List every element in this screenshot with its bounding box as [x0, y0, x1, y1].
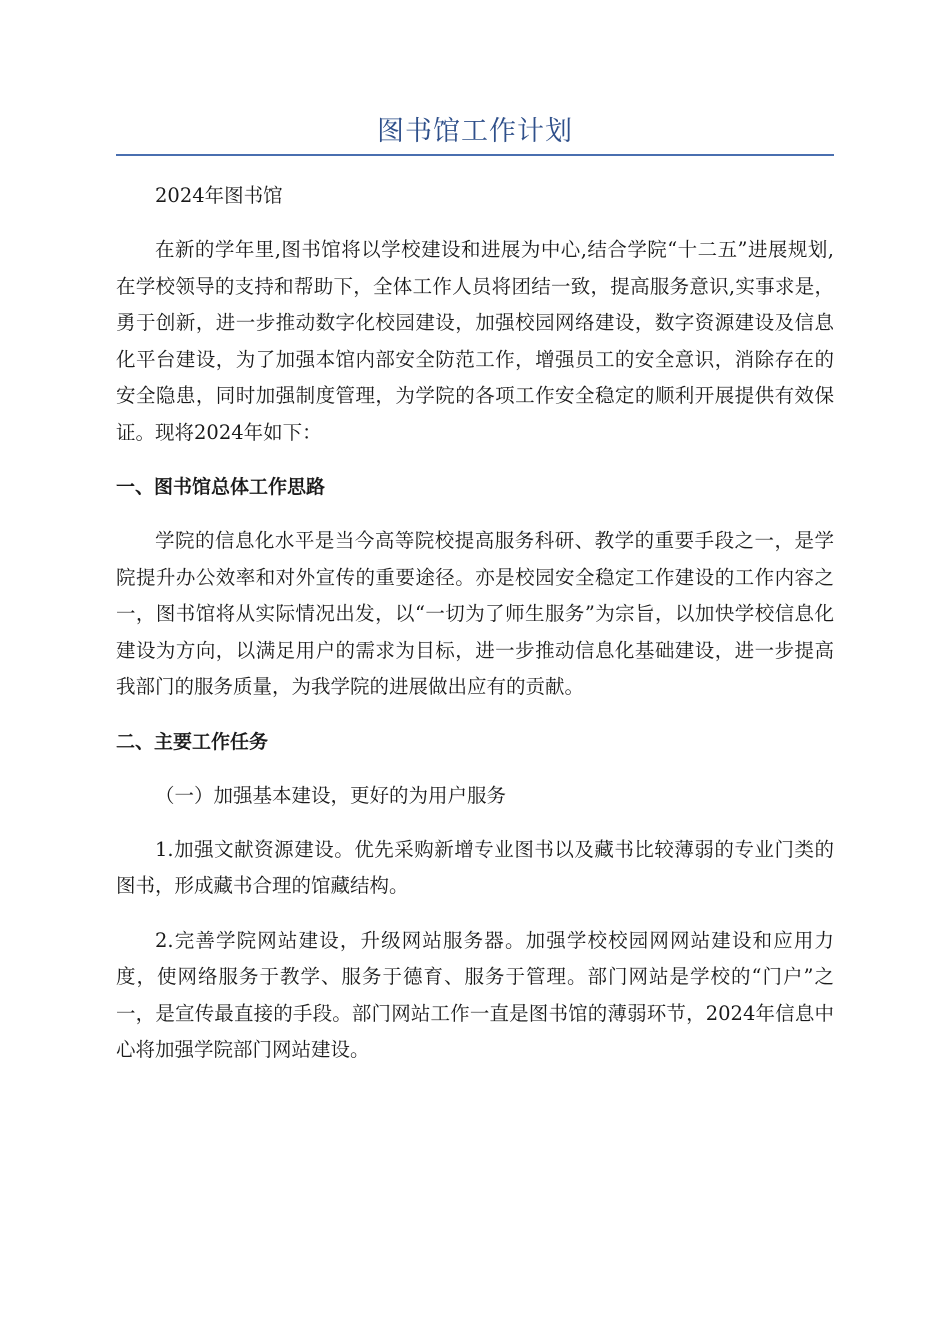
task-item-2: 2.完善学院网站建设，升级网站服务器。加强学校校园网网站建设和应用力度，使网络服务于教学、服务于德育、服务于管理。部门网站是学校的“门户”之一，是宣传最直接的手段。部门网站工作一直是图书馆的薄弱环节，2024年信息中心将加强学院部门网站建设。	[116, 928, 834, 1061]
section-2-heading: 二、主要工作任务	[116, 730, 269, 753]
intro-paragraph: 在新的学年里,图书馆将以学校建设和进展为中心,结合学院“十二五”进展规划,在学校领导的支持和帮助下，全体工作人员将团结一致，提高服务意识,实事求是，勇于创新，进一步推动数字化校园建设，加强校园网络建设，数字资源建设及信息化平台建设，为了加强本馆内部安全防范工作，增强员工的安全意识，消除存在的安全隐患，同时加强制度管理，为学院的各项工作安全稳定的顺利开展提供有效保证。现将2024年如下：	[116, 238, 834, 444]
title-underline	[116, 154, 834, 156]
section-1-heading: 一、图书馆总体工作思路	[116, 476, 326, 498]
document-page	[116, 0, 834, 1069]
section-2-subheading: （一）加强基本建设，更好的为用户服务	[155, 783, 507, 807]
document-subtitle: 2024年图书馆	[155, 184, 283, 207]
document-title: 图书馆工作计划	[377, 116, 573, 147]
section-1-paragraph: 学院的信息化水平是当今高等院校提高服务科研、教学的重要手段之一，是学院提升办公效率和对外宣传的重要途径。亦是校园安全稳定工作建设的工作内容之一，图书馆将从实际情况出发，以“一切为了师生服务”为宗旨，以加快学校信息化建设为方向，以满足用户的需求为目标，进一步推动信息化基础建设，进一步提高我部门的服务质量，为我学院的进展做出应有的贡献。	[116, 529, 834, 698]
task-item-1: 1.加强文献资源建设。优先采购新增专业图书以及藏书比较薄弱的专业门类的图书，形成藏书合理的馆藏结构。	[116, 837, 834, 897]
